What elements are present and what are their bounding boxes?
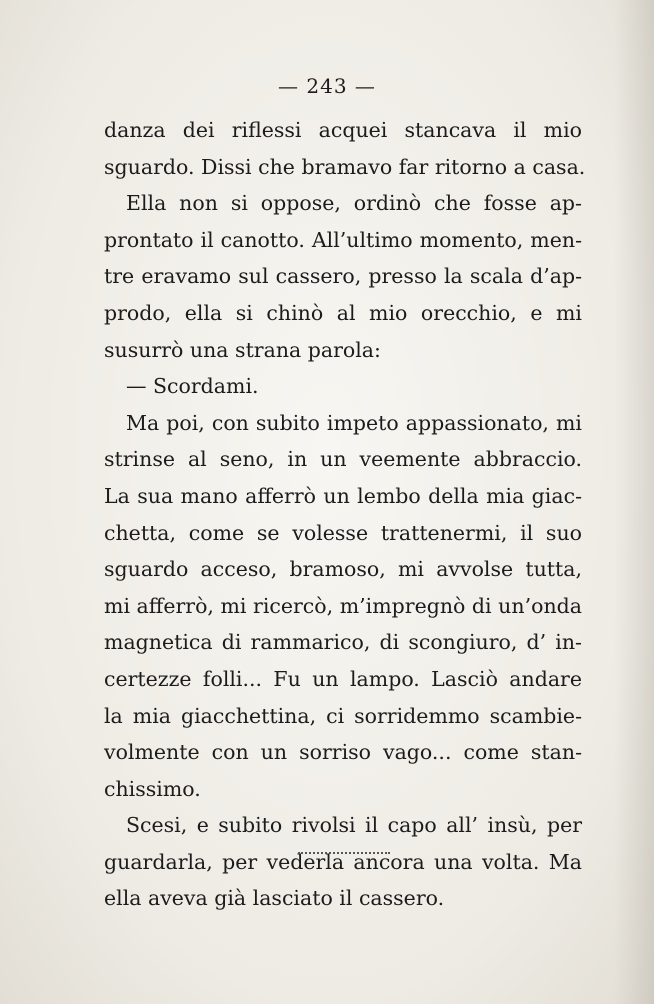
text-line: volmente con un sorriso vago... come stan- xyxy=(104,740,582,765)
text-line: prontato il canotto. All’ultimo momento, men- xyxy=(104,227,582,252)
text-line: certezze folli... Fu un lampo. Lasciò andare xyxy=(104,666,582,691)
text-line: tre eravamo sul cassero, presso la scala d’ap- xyxy=(104,264,582,289)
text-line: prodo, ella si chinò al mio orecchio, e mi xyxy=(104,300,582,325)
text-line: susurrò una strana parola: xyxy=(104,337,381,362)
section-separator xyxy=(298,852,390,854)
text-line: chetta, come se volesse trattenermi, il suo xyxy=(104,520,582,545)
text-line: Ma poi, con subito impeto appassionato, mi xyxy=(126,410,582,435)
text-line: sguardo acceso, bramoso, mi avvolse tutta, xyxy=(104,557,582,582)
text-line: Ella non si oppose, ordinò che fosse ap- xyxy=(126,191,582,216)
page-edge-shadow xyxy=(614,0,654,1004)
text-line: guardarla, per vederla ancora una volta. Ma xyxy=(104,849,582,874)
text-line: chissimo. xyxy=(104,776,201,801)
page-number: — 243 — xyxy=(278,74,376,98)
text-line: danza dei riflessi acquei stancava il mio xyxy=(104,118,582,142)
text-line: magnetica di rammarico, di scongiuro, d’ in- xyxy=(104,630,582,655)
text-line: — Scordami. xyxy=(126,374,259,399)
text-line: ella aveva già lasciato il cassero. xyxy=(104,886,445,911)
text-line: mi afferrò, mi ricercò, m’impregnò di un’onda xyxy=(104,593,582,618)
text-line: La sua mano afferrò un lembo della mia giac- xyxy=(104,483,582,508)
body-text xyxy=(104,112,586,917)
text-line: strinse al seno, in un veemente abbraccio. xyxy=(104,447,582,472)
text-line: la mia giacchettina, ci sorridemmo scambie- xyxy=(104,703,582,728)
text-line: sguardo. Dissi che bramavo far ritorno a casa. xyxy=(104,154,586,179)
text-line: Scesi, e subito rivolsi il capo all’ insù, per xyxy=(126,813,582,838)
